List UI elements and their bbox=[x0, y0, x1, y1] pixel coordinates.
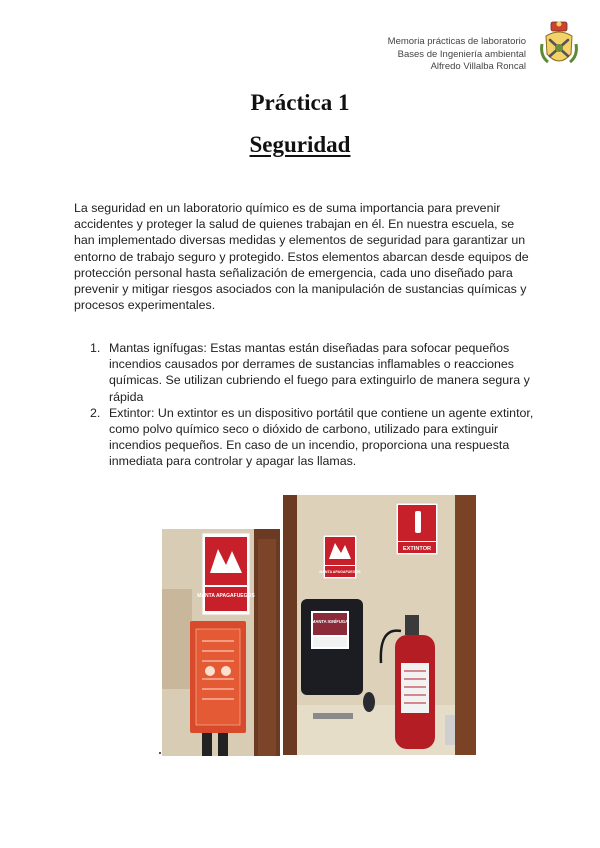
right-small-sign-text: MANTA APAGAFUEGOS bbox=[319, 570, 361, 574]
header-line-1: Memoria prácticas de laboratorio bbox=[387, 36, 526, 47]
page-title: Práctica 1 bbox=[250, 90, 350, 115]
intro-paragraph: La seguridad en un laboratorio químico es de suma importancia para prevenir accidentes y proteger la salud de quienes trabajan en él. En nuestra escuela, se han implementado diversas medidas y elementos de seguridad para garantizar un entorno de trabajo seguro y protegido. Estos elementos abarcan desde equipos de protección personal hasta señalización de emergencia, cada uno diseñado para prevenir y mitigar riesgos asociados con la manipulación de sustancias químicas y procesos experimentales. bbox=[74, 201, 529, 313]
header-line-2: Bases de Ingeniería ambiental bbox=[397, 48, 526, 60]
safety-item-list bbox=[74, 340, 534, 470]
photo-fire-blanket-image bbox=[162, 529, 280, 756]
list-item-text: Extintor: Un extintor es un dispositivo portátil que contiene un agente extintor, como polvo químico seco o dióxido de carbono, utilizado para extinguir incendios pequeños. En caso de un incendio, proporciona una respuesta inmediata para controlar y apagar las llamas. bbox=[109, 405, 534, 469]
photo-extinguisher-image bbox=[283, 495, 476, 755]
header-line-3: Alfredo Villalba Roncal bbox=[430, 61, 526, 72]
blanket-label-text: MANTA IGNÍFUGA bbox=[311, 619, 349, 624]
section-title bbox=[0, 132, 600, 158]
document-header bbox=[388, 36, 526, 74]
list-item-number: 2. bbox=[90, 405, 101, 420]
section-title-text: Seguridad bbox=[249, 132, 351, 157]
list-item-number: 1. bbox=[90, 341, 101, 355]
list-item bbox=[74, 340, 534, 405]
extintor-sign-text: EXTINTOR bbox=[402, 546, 432, 552]
list-item-text: Mantas ignífugas: Estas mantas están diseñadas para sofocar pequeños incendios causados por derrames de sustancias inflamables o reacciones químicas. Se utilizan cubriendo el fuego para extinguirlo de manera segura y rápida bbox=[109, 341, 530, 404]
photo-fire-blanket-wall bbox=[162, 529, 280, 756]
photo-extinguisher-wall bbox=[283, 495, 476, 755]
stray-dot bbox=[159, 752, 161, 754]
crest-logo bbox=[538, 18, 580, 70]
list-item bbox=[74, 405, 534, 470]
left-sign-text: MANTA APAGAFUEGOS bbox=[197, 593, 255, 599]
